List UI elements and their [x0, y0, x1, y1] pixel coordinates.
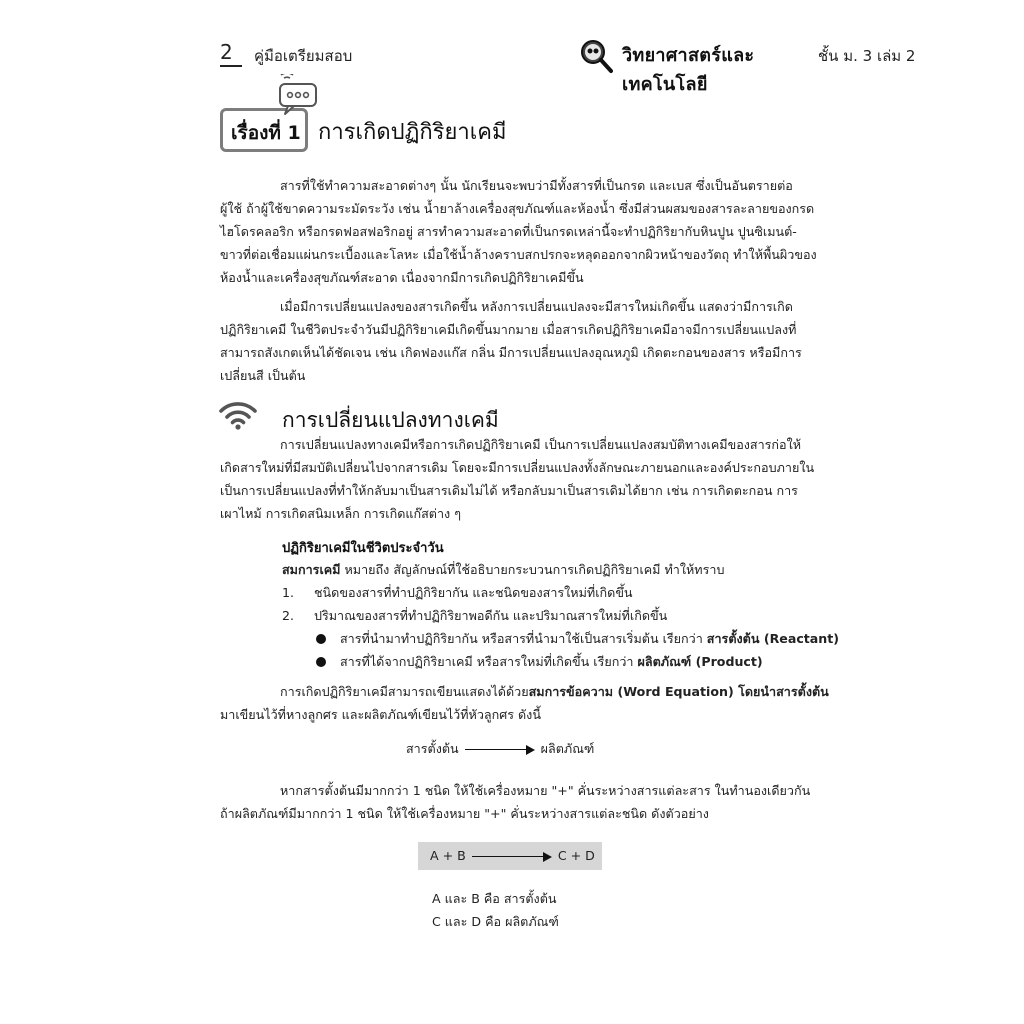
paragraph-line: เปลี่ยนสี เป็นต้น: [220, 368, 306, 383]
word-equation-post: (Word Equation) โดยนำสารตั้งต้น: [613, 684, 829, 699]
paragraph-line: เมื่อมีการเปลี่ยนแปลงของสารเกิดขึ้น หลังการเปลี่ยนแปลงจะมีสารใหม่เกิดขึ้น แสดงว่ามีการเกิด: [280, 299, 793, 314]
bullet-item: [316, 652, 763, 672]
paragraph-line: การเปลี่ยนแปลงทางเคมีหรือการเกิดปฏิกิริยาเคมี เป็นการเปลี่ยนแปลงสมบัติทางเคมีของสารก่อให้: [280, 437, 802, 452]
arrow-right-icon: [472, 851, 552, 863]
section-paragraph: [220, 433, 815, 525]
page-header: [220, 38, 916, 95]
bullet-term: สารตั้งต้น: [706, 631, 760, 646]
word-equation-diagram: [406, 739, 594, 759]
bullet-text: สารที่นำมาทำปฏิกิริยากัน หรือสารที่นำมาใช้เป็นสารเริ่มต้น เรียกว่า: [340, 631, 707, 646]
multi-substance-paragraph: [220, 779, 811, 825]
page-number-underline: [220, 65, 242, 67]
bullet-icon: [316, 657, 326, 667]
bullet-term: ผลิตภัณฑ์: [637, 654, 692, 669]
word-equation-pre: การเกิดปฏิกิริยาเคมีสามารถเขียนแสดงได้ด้วย: [280, 684, 529, 699]
reactant-label: สารตั้งต้น: [406, 741, 459, 756]
paragraph-line: [220, 680, 829, 703]
bullet-text: สารที่ได้จากปฏิกิริยาเคมี หรือสารใหม่ที่เกิดขึ้น เรียกว่า: [340, 654, 638, 669]
list-number: 1.: [282, 585, 295, 600]
chat-bubble-icon: [276, 74, 320, 118]
definition-line: [282, 560, 724, 580]
intro-paragraph-1: [220, 174, 817, 289]
bullet-tail: (Product): [691, 654, 763, 669]
product-label: ผลิตภัณฑ์: [540, 741, 595, 756]
daily-reactions-subheading: ปฏิกิริยาเคมีในชีวิตประจำวัน: [282, 541, 444, 556]
intro-paragraph-2: [220, 295, 808, 387]
paragraph-line: ขาวที่ต่อเชื่อมแผ่นกระเบื้องและโลหะ เมื่อใช้น้ำล้างคราบสกปรกจะหลุดออกจากผิวหน้าของวัตถุ ทำให้พื้นผิวของ: [220, 247, 817, 262]
magnifier-icon: [578, 38, 614, 74]
chapter-title: การเกิดปฏิกิริยาเคมี: [318, 120, 507, 145]
paragraph-line: สารที่ใช้ทำความสะอาดต่างๆ นั้น นักเรียนจะพบว่ามีทั้งสารที่เป็นกรด และเบส ซึ่งเป็นอันตรายต่อ: [280, 178, 793, 193]
wifi-icon: [218, 400, 258, 430]
page-number: 2: [220, 40, 233, 64]
definition-term: สมการเคมี: [282, 562, 341, 577]
paragraph-line: มาเขียนไว้ที่หางลูกศร และผลิตภัณฑ์เขียนไว้ที่หัวลูกศร ดังนี้: [220, 707, 541, 722]
arrow-right-icon: [465, 744, 535, 756]
grade-label: ชั้น ม. 3 เล่ม 2: [818, 47, 916, 65]
paragraph-line: ไฮโดรคลอริก หรือกรดฟอสฟอริกอยู่ สารทำความสะอาดที่เป็นกรดเหล่านี้จะทำปฏิกิริยากับหินปูน ปูนซิเมนต์-: [220, 224, 797, 239]
example-products: C + D: [557, 848, 595, 863]
list-text: ชนิดของสารที่ทำปฏิกิริยากัน และชนิดของสารใหม่ที่เกิดขึ้น: [314, 585, 633, 600]
bullet-item: [316, 629, 839, 649]
chapter-label: เรื่องที่ 1: [231, 122, 301, 144]
example-legend-line: A และ B คือ สารตั้งต้น: [432, 891, 557, 906]
paragraph-line: เกิดสารใหม่ที่มีสมบัติเปลี่ยนไปจากสารเดิม โดยจะมีการเปลี่ยนแปลงทั้งลักษณะภายนอกและองค์ประกอบภายใน: [220, 460, 815, 475]
paragraph-line: หากสารตั้งต้นมีมากกว่า 1 ชนิด ให้ใช้เครื่องหมาย "+" คั่นระหว่างสารแต่ละสาร ในทำนองเดียวกัน: [280, 783, 811, 798]
section-title: การเปลี่ยนแปลงทางเคมี: [282, 408, 499, 432]
paragraph-line: ถ้าผลิตภัณฑ์มีมากกว่า 1 ชนิด ให้ใช้เครื่องหมาย "+" คั่นระหว่างสารแต่ละชนิด ดังตัวอย่าง: [220, 806, 709, 821]
bullet-icon: [316, 634, 326, 644]
list-item: [282, 583, 633, 603]
paragraph-line: สามารถสังเกตเห็นได้ชัดเจน เช่น เกิดฟองแก๊ส กลิ่น มีการเปลี่ยนแปลงอุณหภูมิ เกิดตะกอนของสาร หรือมีการ: [220, 345, 802, 360]
paragraph-line: ห้องน้ำและเครื่องสุขภัณฑ์สะอาด เนื่องจากมีการเกิดปฏิกิริยาเคมีขึ้น: [220, 270, 584, 285]
paragraph-line: เป็นการเปลี่ยนแปลงที่ทำให้กลับมาเป็นสารเดิมไม่ได้ หรือกลับมาเป็นสารเดิมได้ยาก เช่น การเกิดตะกอน การ: [220, 483, 798, 498]
guide-label: คู่มือเตรียมสอบ: [254, 47, 353, 65]
definition-text: หมายถึง สัญลักษณ์ที่ใช้อธิบายกระบวนการเกิดปฏิกิริยาเคมี ทำให้ทราบ: [340, 562, 725, 577]
example-equation-box: [418, 842, 602, 870]
word-equation-term: สมการข้อความ: [528, 684, 614, 699]
word-equation-paragraph: [220, 680, 829, 726]
list-text: ปริมาณของสารที่ทำปฏิกิริยาพอดีกัน และปริมาณสารใหม่ที่เกิดขึ้น: [314, 608, 668, 623]
list-number: 2.: [282, 608, 295, 623]
paragraph-line: ผู้ใช้ ถ้าผู้ใช้ขาดความระมัดระวัง เช่น น้ำยาล้างเครื่องสุขภัณฑ์และห้องน้ำ ซึ่งมีส่วนผสมของสารละลายของกรด: [220, 201, 815, 216]
list-item: [282, 606, 667, 626]
example-equation: [430, 848, 595, 863]
paragraph-line: ปฏิกิริยาเคมี ในชีวิตประจำวันมีปฏิกิริยาเคมีเกิดขึ้นมากมาย เมื่อสารเกิดปฏิกิริยาเคมีอาจมีการเปลี่ยนแปลงที่: [220, 322, 797, 337]
bullet-tail: (Reactant): [759, 631, 840, 646]
subject-title: วิทยาศาสตร์และเทคโนโลยี: [622, 45, 755, 95]
example-legend-line: C และ D คือ ผลิตภัณฑ์: [432, 914, 559, 929]
example-reactants: A + B: [430, 848, 466, 863]
paragraph-line: เผาไหม้ การเกิดสนิมเหล็ก การเกิดแก๊สต่าง ๆ: [220, 506, 461, 521]
